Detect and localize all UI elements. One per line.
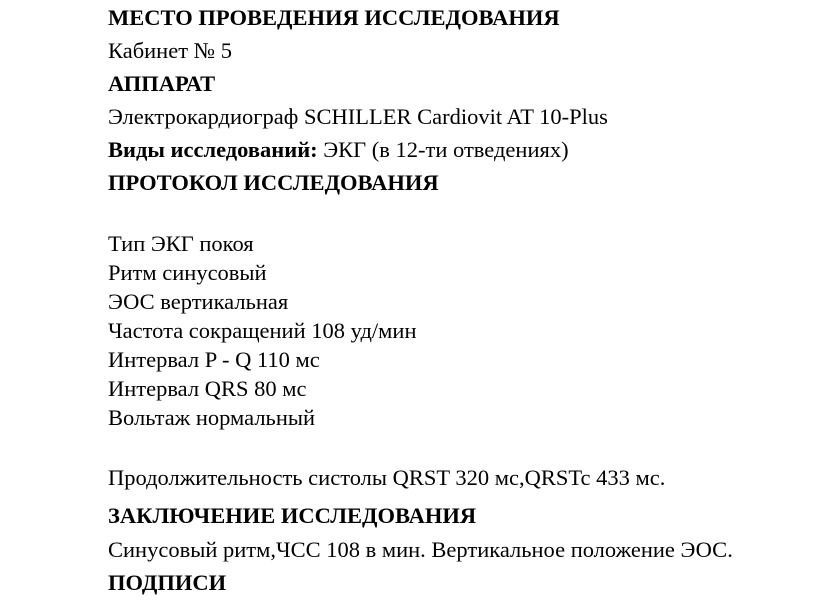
location-value: Кабинет № 5 (108, 38, 233, 63)
study-types-value: ЭКГ (в 12-ти отведениях) (317, 137, 569, 162)
location-heading: МЕСТО ПРОВЕДЕНИЯ ИССЛЕДОВАНИЯ (108, 5, 560, 30)
protocol-systole: Продолжительность систолы QRST 320 мс,QRSTc 433 мс. (108, 465, 666, 490)
protocol-item-qrs-interval: Интервал QRS 80 мс (108, 376, 307, 401)
signatures-heading: ПОДПИСИ (108, 570, 227, 595)
protocol-item-voltage: Вольтаж нормальный (108, 405, 316, 430)
conclusion-heading: ЗАКЛЮЧЕНИЕ ИССЛЕДОВАНИЯ (108, 503, 477, 528)
protocol-item-ecg-type: Тип ЭКГ покоя (108, 231, 254, 256)
protocol-item-pq-interval: Интервал P - Q 110 мс (108, 347, 320, 372)
device-value: Электрокардиограф SCHILLER Cardiovit AT 10-Plus (108, 104, 608, 129)
protocol-heading: ПРОТОКОЛ ИССЛЕДОВАНИЯ (108, 170, 439, 195)
study-types-label: Виды исследований: (108, 137, 318, 162)
device-heading: АППАРАТ (108, 71, 216, 96)
conclusion-value: Синусовый ритм,ЧСС 108 в мин. Вертикальное положение ЭОС. (108, 537, 733, 562)
protocol-item-rhythm: Ритм синусовый (108, 260, 267, 285)
protocol-item-axis: ЭОС вертикальная (108, 289, 289, 314)
protocol-item-heart-rate: Частота сокращений 108 уд/мин (108, 318, 417, 343)
study-types-line (108, 136, 569, 164)
